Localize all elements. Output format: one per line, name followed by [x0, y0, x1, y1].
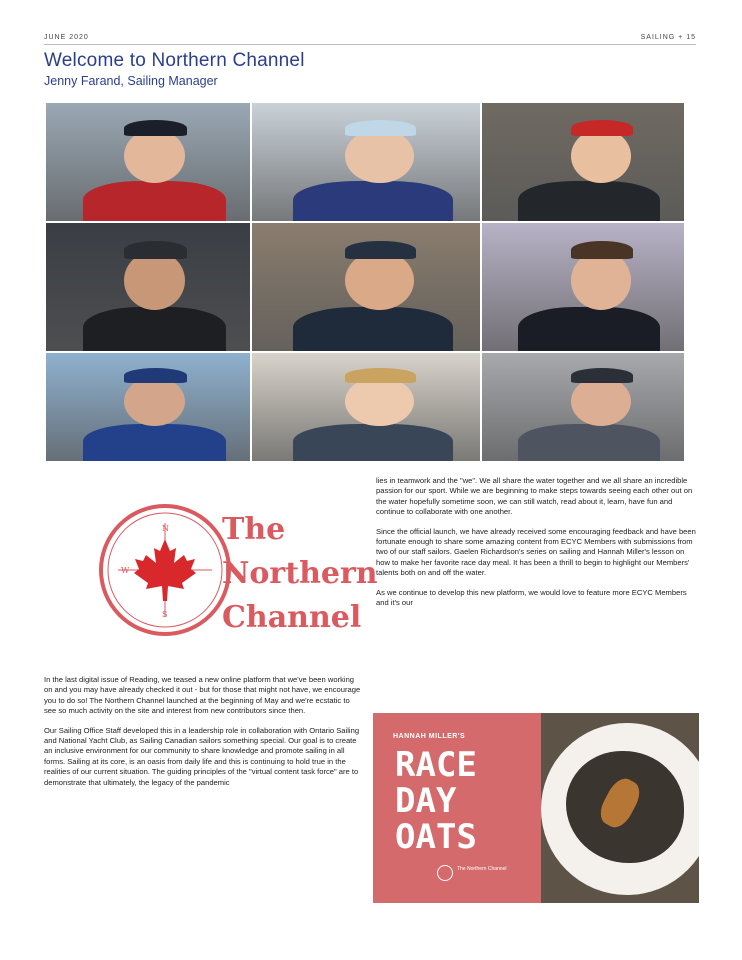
photo-man-cap-outdoors: [252, 223, 480, 351]
compass-south-label: S: [162, 610, 168, 619]
face-shape: [571, 377, 632, 427]
photo-person-in-snow: [46, 353, 250, 461]
paragraph: Our Sailing Office Staff developed this in a leadership role in collaboration with Ontario Sailing and National Yacht Club, as Sailing Canadian sailors something special. Our goal is to create an inclusive environment for our community to share knowledge and promote sailing in all forms. Sailing at its core, is an oasis from daily life and this is continuing to hold true in the realities of our current situation. The guiding principles of the "virtual content task force" are to demonstrate that ultimately, the legacy of the pandemic: [44, 725, 360, 787]
torso-shape: [293, 307, 453, 351]
photo-woman-glasses-waving: [252, 353, 480, 461]
paragraph: In the last digital issue of Reading, we teased a new online platform that we've been working on and you may have already checked it out - but for those that might not have, we encourage you to do so! The Northern Channel launched at the beginning of May and we're ecstatic to see so much activity on the site and interest from new contributors since then.: [44, 675, 361, 716]
promo-word-race: RACE: [395, 745, 477, 785]
paragraph: As we continue to develop this new platform, we would love to feature more ECYC Members and it's our: [376, 587, 687, 608]
photo-man-cap-selfie: [482, 353, 684, 461]
headwear-shape: [571, 368, 634, 383]
promo-word-oats: OATS: [395, 817, 477, 857]
face-shape: [345, 251, 413, 310]
promo-mark-text: The Northern Channel: [457, 866, 507, 872]
compass-mark-icon: [437, 865, 453, 881]
section-page-label: SAILING + 15: [640, 34, 696, 41]
face-shape: [571, 129, 632, 183]
header-rule: [44, 44, 696, 45]
promo-card: [373, 713, 541, 903]
photo-woman-red-toque: [482, 103, 684, 221]
face-shape: [124, 129, 185, 183]
torso-shape: [293, 181, 453, 221]
photo-man-waving: [482, 223, 684, 351]
photo-woman-with-dog-snow: [252, 103, 480, 221]
headwear-shape: [345, 120, 416, 137]
torso-shape: [83, 424, 226, 461]
issue-date: JUNE 2020: [44, 34, 89, 41]
logo-word-the: The: [222, 512, 286, 547]
compass-west-label: W: [121, 566, 130, 575]
headwear-shape: [571, 241, 634, 259]
headwear-shape: [571, 120, 634, 137]
maple-leaf-compass-logo: [96, 501, 234, 639]
right-text-column: [376, 476, 698, 617]
logo-word-channel: Channel: [222, 600, 362, 635]
logo-word-northern: Northern: [222, 556, 378, 591]
race-day-oats-promo-image: [373, 713, 699, 903]
promo-headline: [395, 747, 477, 855]
promo-word-day: DAY: [395, 781, 457, 821]
left-text-column: [44, 675, 364, 797]
face-shape: [571, 251, 632, 310]
headwear-shape: [345, 368, 416, 383]
face-shape: [124, 377, 185, 427]
article-title: Welcome to Northern Channel: [44, 50, 305, 71]
headwear-shape: [124, 368, 187, 383]
face-shape: [345, 129, 413, 183]
compass-north-label: N: [162, 524, 169, 533]
torso-shape: [83, 181, 226, 221]
logo-wordmark: [222, 508, 378, 640]
headwear-shape: [345, 241, 416, 259]
torso-shape: [293, 424, 453, 461]
headwear-shape: [124, 241, 187, 259]
article-byline: Jenny Farand, Sailing Manager: [44, 74, 218, 88]
maple-leaf-icon: [134, 539, 196, 601]
face-shape: [345, 377, 413, 427]
torso-shape: [518, 181, 659, 221]
face-shape: [124, 251, 185, 310]
photo-woman-cap-red-jacket: [46, 103, 250, 221]
photo-collage: [46, 103, 684, 461]
headwear-shape: [124, 120, 187, 137]
torso-shape: [518, 424, 659, 461]
paragraph: lies in teamwork and the "we". We all share the water together and we all share an incredible passion for our sport. While we are beginning to make steps towards seeing each other out on the water hopefully sometime soon, we can still watch, read about it, learn, have fun and continue to collaborate with one another.: [376, 476, 693, 517]
paragraph: Since the official launch, we have already received some encouraging feedback and have been fortunate enough to share some amazing content from ECYC Members with submissions from two of our staff sailors. Gaelen Richardson's series on sailing and Hannah Miller's lesson on how to make her favorite race day meal. It has been a thrill to begin to highlight our Members' talents both on and off the water.: [376, 526, 696, 578]
torso-shape: [518, 307, 659, 351]
photo-man-in-car: [46, 223, 250, 351]
torso-shape: [83, 307, 226, 351]
promo-author: HANNAH MILLER'S: [393, 733, 466, 740]
